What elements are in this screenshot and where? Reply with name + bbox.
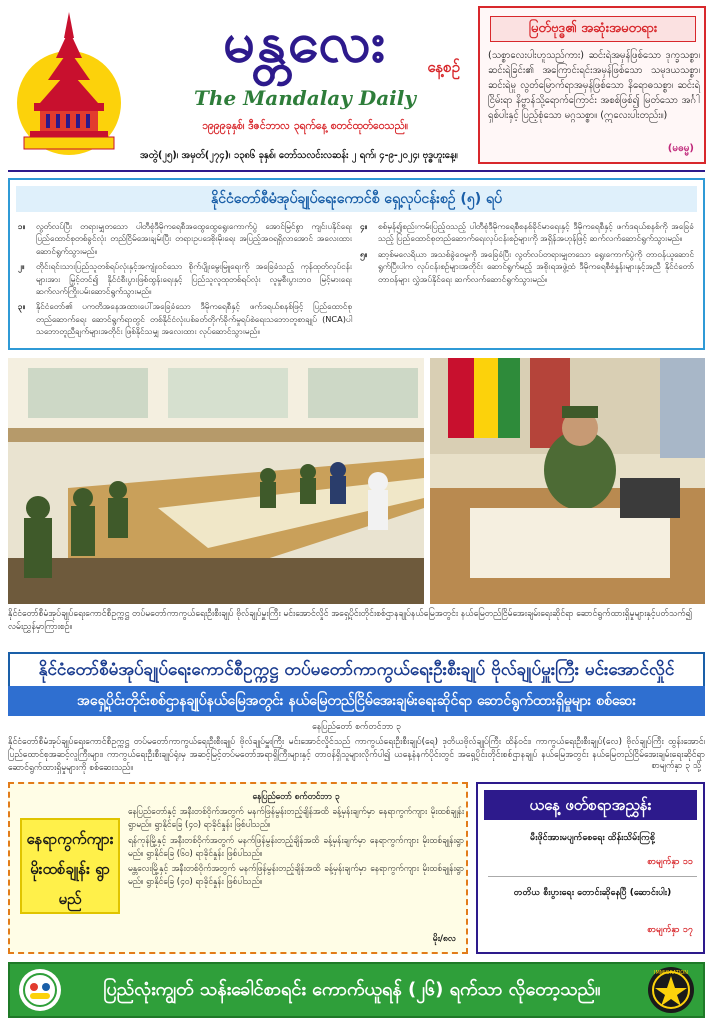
objective-number: ၁။ (18, 221, 26, 231)
weather-notice-box (8, 782, 468, 954)
objectives-column-left (18, 220, 352, 346)
chairman-photo (430, 358, 705, 604)
objective-item (18, 300, 352, 337)
founding-line: ၁၉၉၉ခုနှစ်၊ ဒီဇင်ဘာလ ၃ရက်နေ့ စတင်ထုတ်ဝေသည်။ (201, 120, 409, 132)
index-item-2[interactable]: တတိယ စီးပွားရေး တောင်းဆိုနေပြီ (ဆောင်းပါး) (513, 888, 672, 898)
index-page-2[interactable]: စာမျက်နှာ ၁၇ (647, 925, 693, 935)
weather-label: နေရာကွက်ကျား မိုးထစ်ချုန်း ရွာမည် (20, 818, 120, 914)
newspaper-title-english: The Mandalay Daily (194, 86, 416, 110)
weather-ref: မိုး/၈လ (432, 934, 456, 944)
objective-text: စစ်မှန်၍စည်းကမ်းပြည့်ဝသည့် ပါတီစုံဒီမိုကရေစီစနစ်ခိုင်မာရေးနှင့် ဒီမိုကရေစီနှင့် ဖက်ဒရယ်စနစ်ကို အခြေခံသည့် ပြည်ထောင်စုတည်ဆောက်ရေးလုပ်ငန်းစဉ်များကို အရှိန်အဟုန်ဖြင့် ဆက်လက်ဆောင်ရွက်သွားမည်။ (378, 221, 694, 244)
teaching-title: မြတ်ဗုဒ္ဓ၏ အဆုံးအမတရား (490, 16, 696, 42)
masthead-divider (8, 170, 705, 172)
todays-index-box (476, 782, 705, 954)
article-continue-ref[interactable]: စာမျက်နှာ ၃ သို့ (651, 761, 701, 771)
headline-line-1: နိုင်ငံတော်စီမံအုပ်ချုပ်ရေးကောင်စီဥက္ကဋ္ဌ တပ်မတော်ကာကွယ်ရေးဦးစီးချုပ် ဗိုလ်ချုပ်မှူးကြီး မင်းအောင်လှိုင် (8, 652, 705, 686)
teaching-source: (မဓမ္မ) (667, 143, 694, 154)
photo-caption: နိုင်ငံတော်စီမံအုပ်ချုပ်ရေးကောင်စီဥက္ကဋ္ဌ တပ်မတော်ကာကွယ်ရေးဦးစီးချုပ် ဗိုလ်ချုပ်မှူးကြီး မင်းအောင်လှိုင် အရှေ့ပိုင်းတိုင်းစစ်ဌာနချုပ်နယ်မြေအတွင်း နယ်မြေတည်ငြိမ်အေးချမ်းရေးဆိုင်ရာ ဆောင်ရွက်ထားရှိမှုများနှင့်ပတ်သက်၍ လမ်းညွှန်မှာကြားစဉ်။ (8, 609, 693, 632)
headline-line-2: အရှေ့ပိုင်းတိုင်းစစ်ဌာနချုပ်နယ်မြေအတွင်း နယ်မြေတည်ငြိမ်အေးချမ်းရေးဆိုင်ရာ ဆောင်ရွက်ထားရှိမှုများ စစ်ဆေး (8, 686, 705, 716)
council-objectives-box (8, 178, 705, 350)
badge-label: IMMIGRATION (654, 970, 688, 976)
index-item-1[interactable]: မီးဖိုင်အားမပျက်စေရေး ထိန်းသိမ်းကြစို့ (530, 833, 655, 843)
buddha-teaching-box (478, 6, 706, 164)
immigration-badge-icon (647, 966, 695, 1014)
teaching-text: (သစ္စာလေးပါးဟူသည်ကား) ဆင်းရဲအမှန်ဖြစ်သော ဒုက္ခသစ္စာ၊ ဆင်းရဲခြင်း၏ အကြောင်းရင်းအမှန်ဖြစ်သော သမုဒယသစ္စာ၊ ဆင်းရဲမှု လွတ်မြောက်ရာအမှန်ဖြစ်သော နိရောဓသစ္စာ၊ ဆင်းရဲငြိမ်းရာ နိဗ္ဗာန်သို့ရောက်ကြောင်း အစစ်ဖြစ်၍ မြတ်သော အင်္ဂါရှစ်ပါးနှင့် ပြည့်စုံသော မဂ္ဂသစ္စာ။ (ဣလေးပါးတည်း။) (488, 50, 700, 121)
newspaper-title: မန္တလေး (222, 9, 388, 75)
meeting-room-illustration (8, 358, 424, 604)
objective-text: လွတ်လပ်ပြီး တရားမျှတသော ပါတီစုံဒီမိုကရေစီအထွေထွေရွေးကောက်ပွဲ အောင်မြင်စွာ ကျင်းပနိုင်ရေး ပြည်ထောင်စုတစ်ခွင်လုံး တည်ငြိမ်အေးချမ်းပြီး တရားဥပဒေစိုးမိုးရေး အပြည့်အဝရရှိလာအောင် အလေးထားဆောင်ရွက်သွားမည်။ (36, 221, 352, 256)
palace-emblem-icon (10, 8, 128, 158)
masthead (0, 0, 713, 170)
weather-paragraph: ရန်ကုန်မြို့နှင့် အနီးတစ်ဝိုက်အတွက် မနက်ဖြန်မွန်းတည့်ချိန်အထိ ခန့်မှန်းချက်မှာ နေရာကွက်ကျား မိုးထစ်ချုန်းရွာမည်။ ရွာနိုင်ခြေ (၆၀) ရာခိုင်နှုန်း ဖြစ်ပါသည်။ (128, 834, 464, 858)
article-lead: နိုင်ငံတော်စီမံအုပ်ချုပ်ရေးကောင်စီဥက္ကဋ္ဌ တပ်မတော်ကာကွယ်ရေးဦးစီးချုပ် ဗိုလ်ချုပ်မှူးကြီး မင်းအောင်လှိုင်သည် ကာကွယ်ရေးဦးစီးချုပ်(ရေ) ဒုတိယဗိုလ်ချုပ်ကြီး ထိန်ဝင်း၊ ကာကွယ်ရေးဦးစီးချုပ်(လေ) ဗိုလ်ချုပ်ကြီး ထွန်းအောင်၊ ပြည်ထောင်စုအဆင့်လူကြီးများ၊ ကာကွယ်ရေးဦးစီးချုပ်ရုံးမှ အဆင့်မြင့်တပ်မတော်အရာရှိကြီးများနှင့် တာဝန်ရှိသူများလိုက်ပါ၍ ယနေ့နံနက်ပိုင်းတွင် အရှေ့ပိုင်းတိုင်းစစ်ဌာနချုပ် နယ်မြေအတွင်း နယ်မြေတည်ငြိမ်အေးချမ်းရေးဆိုင်ရာ ဆောင်ရွက်ထားရှိမှုများကို စစ်ဆေးသည်။ (8, 737, 705, 773)
weather-heading: နေပြည်တော် စက်တင်ဘာ ၃ (252, 791, 340, 801)
census-logo-icon (18, 968, 62, 1012)
issue-line: အတွဲ(၂၅)၊ အမှတ်(၂၇၄)၊ ၁၃၈၆ ခုနှစ်၊ တော်သလင်းလဆန်း ၂ ရက်၊ ၄-၉-၂၀၂၄၊ ဗုဒ္ဓဟူးနေ့။ (140, 150, 458, 161)
news-photos (8, 358, 705, 604)
objective-number: ၅။ (360, 248, 368, 259)
objective-number: ၃။ (18, 301, 26, 312)
objective-text: ဆာ့စ်မလေရိယာ အသစ်ခွဲဝေမှုကို အခြေခံပြီး လွတ်လပ်တရားမျှတသော ရွေးကောက်ပွဲကို တာဝန်ယူဆောင်ရွက်ပြီးပါက လုပ်ငန်းစဉ်များအတိုင်း ဆောင်ရွက်မည့် အစိုးရအဖွဲ့ထံ ဒီမိုကရေစီစံနှုန်းများနှင့်အညီ နိုင်ငံတော်တာဝန်များ လွှဲအပ်နိုင်ရေး ဆက်လက်ဆောင်ရွက်သွားမည်။ (378, 248, 694, 284)
objective-text: နိုင်ငံတော်၏ ပကတိအနေအထားပေါ်အခြေခံသော ဒီမိုကရေစီနှင့် ဖက်ဒရယ်စနစ်ဖြင့် ပြည်ထောင်စုတည်ဆောက်ရေး ဆောင်ရွက်ရာတွင် တစ်နိုင်ငံလုံးပစ်ခတ်တိုက်ခိုက်မှုရပ်စဲရေးသဘောတူစာချုပ် (NCA)ပါ သဘောတူညီချက်များအတိုင်း ဖြစ်နိုင်သမျှ အလေးထား လုပ်ဆောင်သွားမည်။ (36, 301, 352, 337)
objective-item (18, 260, 352, 297)
objective-number: ၂။ (18, 261, 25, 272)
objective-item (18, 220, 352, 257)
newspaper-tag: နေ့စဉ် (427, 58, 460, 76)
objectives-column-right (360, 220, 694, 346)
article-dateline: နေပြည်တော် စက်တင်ဘာ ၃ (312, 722, 401, 732)
objective-number: ၄။ (360, 221, 368, 231)
weather-paragraph: မန္တလေးမြို့နှင့် အနီးတစ်ဝိုက်အတွက် မနက်ဖြန်မွန်းတည့်ချိန်အထိ ခန့်မှန်းချက်မှာ နေရာကွက်ကျား မိုးထစ်ချုန်းရွာမည်။ ရွာနိုင်ခြေ (၄၀) ရာခိုင်နှုန်း ဖြစ်ပါသည်။ (128, 863, 464, 887)
index-page-1[interactable]: စာမျက်နှာ ၁၁ (647, 857, 693, 867)
weather-paragraph: နေပြည်တော်နှင့် အနီးတစ်ဝိုက်အတွက် မနက်ဖြန်မွန်းတည့်ချိန်အထိ ခန့်မှန်းချက်မှာ နေရာကွက်ကျား မိုးထစ်ချုန်းရွာမည်။ ရွာနိုင်ခြေ (၄၀) ရာခိုင်နှုန်း ဖြစ်ပါသည်။ (128, 806, 464, 830)
census-banner (8, 962, 705, 1018)
objective-text: တိုင်းရင်းသားပြည်သူတစ်ရပ်လုံးနှင့်အကျုံးဝင်သော စိုက်ပျိုးမွေးမြူရေးကို အခြေခံသည့် ကုန်ထုတ်လုပ်ငန်းများအား မြှင့်တင်၍ နိုင်ငံစီးပွားဖြစ်ထွန်းရေးနှင့် ပြည်သူလူထုတစ်ရပ်လုံး လူမှုစီးပွားဘဝ မြင့်မားရေး ဆက်လက်ကြိုးပမ်းဆောင်ရွက်သွားမည်။ (36, 261, 352, 297)
objective-item (360, 220, 694, 245)
meeting-room-photo (8, 358, 424, 604)
objective-item (360, 248, 694, 285)
index-separator (488, 876, 697, 877)
chairman-illustration (430, 358, 705, 604)
census-countdown-text: ပြည်လုံးကျွတ် သန်းခေါင်စာရင်း ကောက်ယူရန် (၂၆) ရက်သာ လိုတော့သည်။ (103, 979, 601, 1000)
objectives-title: နိုင်ငံတော်စီမံအုပ်ချုပ်ရေးကောင်စီ ရှေ့လုပ်ငန်းစဉ် (၅) ရပ် (16, 186, 697, 212)
weather-body (128, 790, 464, 950)
index-title: ယနေ့ ဖတ်စရာအညွှန်း (484, 790, 697, 820)
